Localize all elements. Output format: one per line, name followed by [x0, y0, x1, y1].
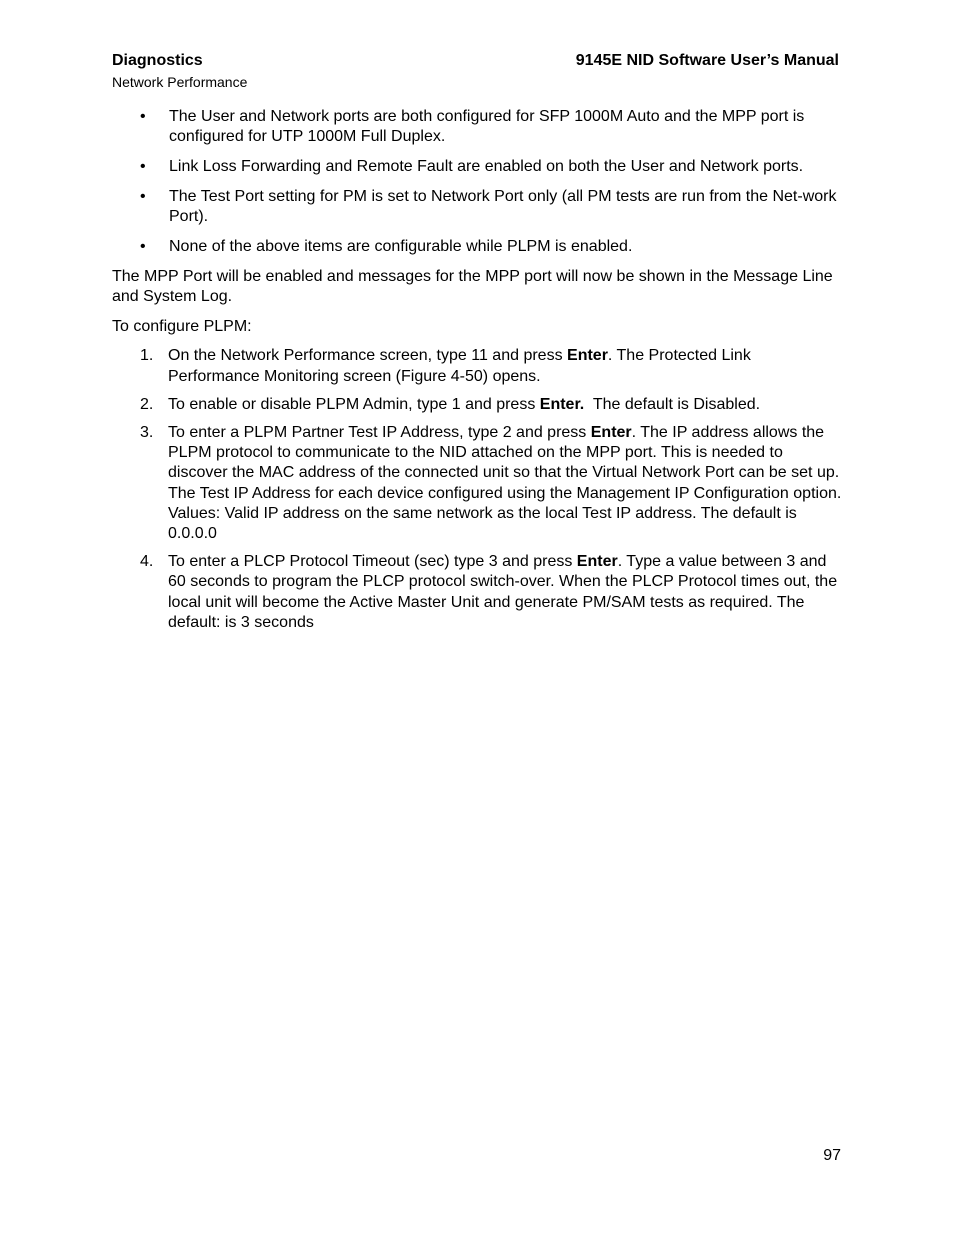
- mpp-port-paragraph: The MPP Port will be enabled and messages for the MPP port will now be shown in the Message Line and System Log.: [112, 267, 833, 305]
- header-section-title: Diagnostics: [112, 52, 203, 69]
- page-number: 97: [823, 1147, 841, 1164]
- step-item: [112, 346, 842, 386]
- step-text-post: . The Protected Link Performance Monitoring screen (Figure 4-50) opens.: [168, 347, 751, 385]
- bullet-text: The Test Port setting for PM is set to Network Port only (all PM tests are run from the Net-work Port).: [169, 187, 837, 225]
- bullet-item: [112, 187, 842, 227]
- bullet-list: [112, 107, 842, 257]
- header-subsection-title: Network Performance: [112, 74, 248, 90]
- step-text-pre: To enter a PLPM Partner Test IP Address, type 2 and press: [168, 424, 591, 441]
- step-number: 4.: [140, 553, 154, 571]
- header-manual-title: 9145E NID Software User’s Manual: [575, 52, 839, 69]
- bullet-dot: •: [140, 108, 146, 125]
- bullet-item: [112, 157, 842, 177]
- step-keyword: Enter: [567, 347, 608, 365]
- configure-intro-paragraph: To configure PLPM:: [112, 317, 252, 335]
- step-keyword: Enter: [576, 553, 618, 571]
- step-number: 2.: [140, 395, 154, 413]
- step-text-post: . The IP address allows the PLPM protocol to communicate to the NID attached on the MPP port. This is needed to discover the MAC address of the connected unit so that the Virtual Network Port can be set up. The Test IP Address for each device configured using the Management IP Configuration option. Values: Valid IP address on the same network as the local Test IP address. The default is 0.0.0.0: [168, 424, 842, 543]
- bullet-text: None of the above items are configurable while PLPM is enabled.: [169, 237, 633, 255]
- step-number: 1.: [140, 347, 154, 365]
- step-number: 3.: [140, 424, 154, 441]
- bullet-item: [112, 107, 842, 147]
- bullet-text: Link Loss Forwarding and Remote Fault are enabled on both the User and Network ports.: [169, 158, 804, 175]
- bullet-dot: •: [140, 237, 146, 255]
- bullet-dot: •: [140, 158, 146, 175]
- step-item: [112, 395, 842, 415]
- step-item: [112, 552, 842, 633]
- bullet-dot: •: [140, 187, 146, 205]
- step-text-post: . Type a value between 3 and 60 seconds to program the PLCP protocol switch-over. When the PLCP Protocol times out, the local unit will become the Active Master Unit and generate PM/SAM tests as required. The default: is 3 seconds: [168, 553, 838, 631]
- step-item: [112, 423, 842, 544]
- step-keyword: Enter: [590, 424, 632, 441]
- page-body: [112, 107, 842, 641]
- step-text-post: The default is Disabled.: [584, 395, 761, 413]
- bullet-item: [112, 237, 842, 257]
- step-text-pre: To enable or disable PLPM Admin, type 1 and press: [168, 395, 540, 413]
- step-text-pre: On the Network Performance screen, type 11 and press: [168, 347, 568, 365]
- step-keyword: Enter.: [539, 395, 585, 413]
- step-text-pre: To enter a PLCP Protocol Timeout (sec) type 3 and press: [168, 553, 577, 571]
- steps-list: [112, 346, 842, 633]
- bullet-text: The User and Network ports are both configured for SFP 1000M Auto and the MPP port is configured for UTP 1000M Full Duplex.: [169, 108, 805, 146]
